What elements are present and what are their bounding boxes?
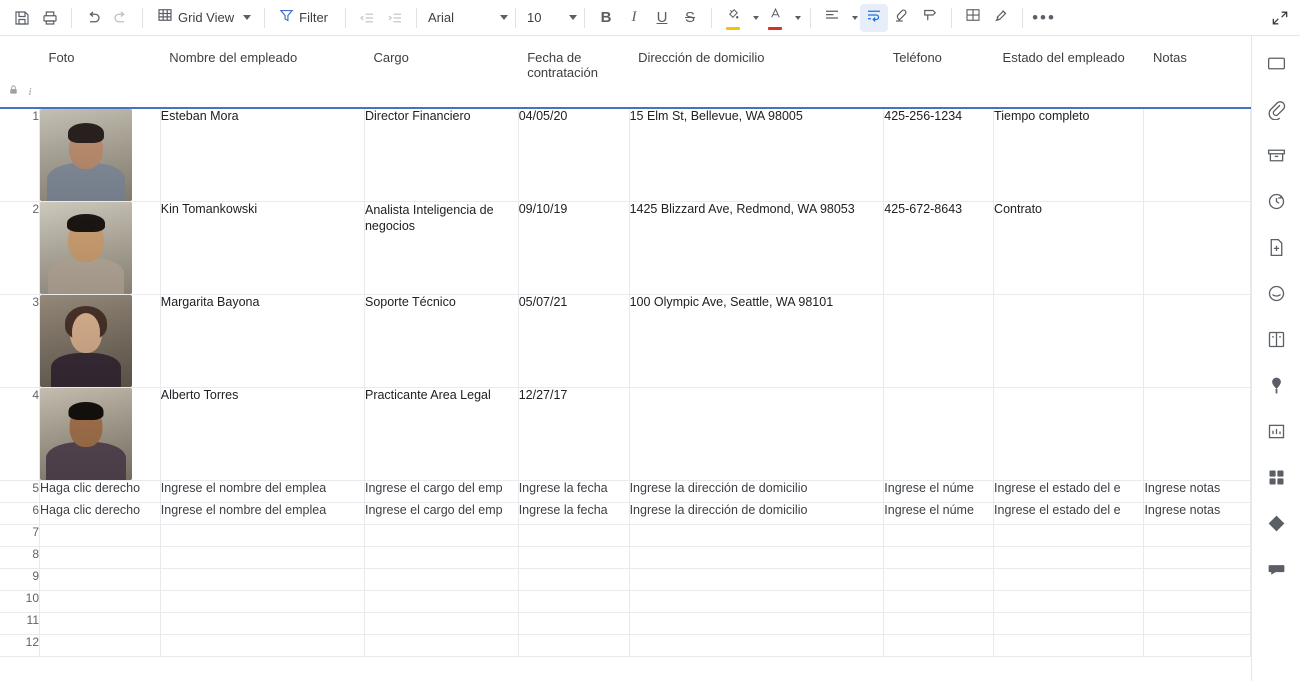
cell-foto[interactable] <box>40 388 161 481</box>
font-family-value: Arial <box>428 10 455 25</box>
cell-estado[interactable] <box>994 295 1144 388</box>
fill-color-icon <box>725 6 742 26</box>
apps-grid-icon[interactable] <box>1261 462 1291 492</box>
toolbar-divider <box>345 8 346 28</box>
attachment-icon[interactable] <box>1261 94 1291 124</box>
cell-notas[interactable] <box>1144 547 1251 569</box>
cell-notas[interactable] <box>1144 635 1251 657</box>
grid-view-label: Grid View <box>178 10 235 25</box>
collapse-toolbar-button[interactable] <box>1270 8 1292 30</box>
cell-fecha[interactable] <box>518 591 629 613</box>
chevron-down-icon <box>500 15 508 20</box>
clear-formatting-button[interactable] <box>888 4 916 32</box>
filter-icon <box>278 7 295 29</box>
row-number[interactable]: 8 <box>0 547 40 569</box>
cell-cargo[interactable] <box>364 591 518 613</box>
cell-estado-placeholder[interactable]: Ingrese el estado del e <box>994 503 1144 525</box>
cell-telefono[interactable]: 425-672-8643 <box>884 202 994 295</box>
column-header-nombre[interactable]: Nombre del empleado <box>160 36 364 84</box>
table-row[interactable] <box>0 591 1251 613</box>
cell-telefono[interactable] <box>884 525 994 547</box>
cell-estado[interactable] <box>994 569 1144 591</box>
strikethrough-button[interactable] <box>676 4 704 32</box>
cell-direccion-placeholder[interactable]: Ingrese la dirección de domicilio <box>629 481 884 503</box>
cell-estado[interactable] <box>994 547 1144 569</box>
cell-cargo[interactable]: Director Financiero <box>364 108 518 202</box>
cell-telefono[interactable] <box>884 635 994 657</box>
cell-direccion[interactable] <box>629 388 884 481</box>
text-color-button[interactable] <box>761 4 789 32</box>
diamond-icon[interactable] <box>1261 508 1291 538</box>
cell-telefono[interactable] <box>884 547 994 569</box>
cell-direccion[interactable] <box>629 635 884 657</box>
cell-foto[interactable] <box>40 525 161 547</box>
cell-notas[interactable] <box>1144 108 1251 202</box>
cell-foto[interactable] <box>40 569 161 591</box>
cell-estado[interactable] <box>994 525 1144 547</box>
cell-notas[interactable] <box>1144 388 1251 481</box>
underline-label: U <box>656 9 668 26</box>
toolbar-divider <box>1022 8 1023 28</box>
cell-cargo[interactable] <box>364 635 518 657</box>
cell-fecha[interactable]: 05/07/21 <box>518 295 629 388</box>
format-painter-icon <box>921 6 939 29</box>
column-header-notas[interactable]: Notas <box>1144 36 1251 84</box>
toolbar-divider <box>515 8 516 28</box>
cell-notas[interactable] <box>1144 591 1251 613</box>
cell-estado[interactable] <box>994 635 1144 657</box>
row-number[interactable]: 9 <box>0 569 40 591</box>
icon-strip <box>0 84 40 99</box>
row-number[interactable]: 5 <box>0 481 40 503</box>
file-add-icon[interactable] <box>1261 232 1291 262</box>
table-row[interactable] <box>0 295 1251 388</box>
row-number[interactable]: 6 <box>0 503 40 525</box>
right-sidebar <box>1251 36 1300 681</box>
cell-telefono[interactable] <box>884 388 994 481</box>
borders-button[interactable] <box>959 4 987 32</box>
grid-view-selector[interactable] <box>150 4 257 32</box>
filter-label: Filter <box>299 10 329 25</box>
cell-telefono[interactable] <box>884 295 994 388</box>
row-number[interactable]: 7 <box>0 525 40 547</box>
cell-estado[interactable]: Tiempo completo <box>994 108 1144 202</box>
cell-cargo[interactable] <box>364 569 518 591</box>
cell-cargo-placeholder[interactable]: Ingrese el cargo del emp <box>364 481 518 503</box>
text-color-chip <box>768 27 782 30</box>
toolbar-divider <box>584 8 585 28</box>
toolbar-divider <box>951 8 952 28</box>
undo-icon[interactable] <box>79 4 107 32</box>
chat-bubble-icon[interactable] <box>1261 554 1291 584</box>
chevron-down-icon <box>243 15 251 20</box>
cell-foto[interactable] <box>40 295 161 388</box>
clear-formatting-icon <box>893 6 911 29</box>
highlighter-icon <box>992 6 1010 29</box>
toolbar-divider <box>264 8 265 28</box>
cell-fecha[interactable] <box>518 547 629 569</box>
text-wrap-button[interactable] <box>860 4 888 32</box>
cell-foto[interactable] <box>40 202 161 295</box>
row-number[interactable]: 2 <box>0 202 40 295</box>
align-left-icon <box>823 6 841 29</box>
row-number[interactable]: 1 <box>0 108 40 202</box>
more-options-icon: ••• <box>1032 7 1056 27</box>
table-row[interactable] <box>0 388 1251 481</box>
underline-button[interactable] <box>648 4 676 32</box>
cell-foto[interactable] <box>40 108 161 202</box>
strikethrough-label: S <box>685 9 696 26</box>
cell-notas-placeholder[interactable]: Ingrese notas <box>1144 481 1251 503</box>
cell-telefono-placeholder[interactable]: Ingrese el núme <box>884 503 994 525</box>
bold-label: B <box>600 9 612 26</box>
row-number[interactable]: 11 <box>0 613 40 635</box>
table-body <box>0 108 1251 657</box>
print-icon[interactable] <box>36 4 64 32</box>
cell-telefono[interactable] <box>884 569 994 591</box>
activity-icon[interactable] <box>1261 278 1291 308</box>
chevron-down-icon <box>852 16 858 20</box>
cell-notas[interactable] <box>1144 613 1251 635</box>
align-dropdown[interactable] <box>846 4 860 32</box>
cell-foto[interactable] <box>40 635 161 657</box>
lock-icon[interactable] <box>8 84 19 99</box>
font-family-select[interactable] <box>424 4 508 32</box>
chevron-down-icon <box>753 16 759 20</box>
cell-notas[interactable] <box>1144 295 1251 388</box>
toolbar <box>0 0 1300 36</box>
comment-panel-icon[interactable] <box>1261 48 1291 78</box>
cell-foto-placeholder[interactable]: Haga clic derecho <box>40 481 161 503</box>
cell-nombre[interactable] <box>160 635 364 657</box>
cell-nombre[interactable] <box>160 591 364 613</box>
cell-cargo[interactable] <box>364 525 518 547</box>
cell-notas[interactable] <box>1144 569 1251 591</box>
cell-fecha-placeholder[interactable]: Ingrese la fecha <box>518 481 629 503</box>
font-size-value: 10 <box>527 10 542 25</box>
cell-cargo[interactable]: Analista Inteligencia de negocios <box>364 202 518 295</box>
table-row[interactable] <box>0 635 1251 657</box>
italic-button[interactable] <box>620 4 648 32</box>
cell-foto-placeholder[interactable]: Haga clic derecho <box>40 503 161 525</box>
text-color-dropdown[interactable] <box>789 4 803 32</box>
indent-decrease-icon[interactable] <box>353 4 381 32</box>
cell-cargo[interactable] <box>364 613 518 635</box>
cell-direccion[interactable] <box>629 547 884 569</box>
cell-direccion[interactable] <box>629 613 884 635</box>
cell-fecha[interactable] <box>518 525 629 547</box>
table-row[interactable] <box>0 108 1251 202</box>
cell-telefono-placeholder[interactable]: Ingrese el núme <box>884 481 994 503</box>
toolbar-divider <box>711 8 712 28</box>
cell-nombre[interactable]: Esteban Mora <box>160 108 364 202</box>
cell-direccion[interactable]: 1425 Blizzard Ave, Redmond, WA 98053 <box>629 202 884 295</box>
icon-strip-spacer <box>0 84 40 108</box>
cell-foto[interactable] <box>40 613 161 635</box>
cell-nombre[interactable] <box>160 525 364 547</box>
info-icon[interactable]: i <box>28 85 32 98</box>
indent-increase-icon[interactable] <box>381 4 409 32</box>
italic-label: I <box>631 9 637 25</box>
employee-photo-1 <box>40 109 132 201</box>
format-painter-button[interactable] <box>916 4 944 32</box>
table-row[interactable] <box>0 569 1251 591</box>
row-number[interactable]: 3 <box>0 295 40 388</box>
cell-fecha[interactable]: 04/05/20 <box>518 108 629 202</box>
table-row[interactable] <box>0 503 1251 525</box>
toolbar-divider <box>142 8 143 28</box>
chevron-down-icon <box>795 16 801 20</box>
fill-color-button[interactable] <box>719 4 747 32</box>
toolbar-divider <box>810 8 811 28</box>
archive-icon[interactable] <box>1261 140 1291 170</box>
cell-fecha[interactable] <box>518 569 629 591</box>
cell-fecha[interactable]: 09/10/19 <box>518 202 629 295</box>
row-meta-icon-strip <box>0 84 1251 108</box>
cell-notas[interactable] <box>1144 525 1251 547</box>
cell-notas[interactable] <box>1144 202 1251 295</box>
cell-notas-placeholder[interactable]: Ingrese notas <box>1144 503 1251 525</box>
cell-nombre[interactable]: Margarita Bayona <box>160 295 364 388</box>
cell-estado[interactable] <box>994 388 1144 481</box>
column-header-telefono[interactable]: Teléfono <box>884 36 994 84</box>
cell-direccion[interactable]: 15 Elm St, Bellevue, WA 98005 <box>629 108 884 202</box>
table-row[interactable] <box>0 525 1251 547</box>
table-row[interactable] <box>0 613 1251 635</box>
cell-fecha[interactable] <box>518 635 629 657</box>
employee-photo-4 <box>40 388 132 480</box>
cell-cargo[interactable]: Soporte Técnico <box>364 295 518 388</box>
cell-cargo-placeholder[interactable]: Ingrese el cargo del emp <box>364 503 518 525</box>
employee-photo-2 <box>40 202 132 294</box>
table-header-row <box>0 36 1251 84</box>
cell-estado[interactable] <box>994 591 1144 613</box>
redo-icon[interactable] <box>107 4 135 32</box>
cell-cargo[interactable]: Practicante Area Legal <box>364 388 518 481</box>
cell-nombre-placeholder[interactable]: Ingrese el nombre del emplea <box>160 481 364 503</box>
cell-estado-placeholder[interactable]: Ingrese el estado del e <box>994 481 1144 503</box>
column-header-estado[interactable]: Estado del empleado <box>994 36 1144 84</box>
cell-nombre[interactable] <box>160 613 364 635</box>
cell-direccion[interactable] <box>629 525 884 547</box>
employee-table <box>0 36 1251 657</box>
toolbar-divider <box>71 8 72 28</box>
row-number[interactable]: 12 <box>0 635 40 657</box>
cell-direccion[interactable]: 100 Olympic Ave, Seattle, WA 98101 <box>629 295 884 388</box>
row-number-header <box>0 36 40 84</box>
align-button[interactable] <box>818 4 846 32</box>
cell-estado[interactable]: Contrato <box>994 202 1144 295</box>
chevron-down-icon <box>569 15 577 20</box>
cell-telefono[interactable] <box>884 613 994 635</box>
location-pin-icon[interactable] <box>1261 370 1291 400</box>
text-color-icon <box>767 6 784 26</box>
toolbar-divider <box>416 8 417 28</box>
cell-nombre[interactable]: Kin Tomankowski <box>160 202 364 295</box>
book-icon[interactable] <box>1261 324 1291 354</box>
save-icon[interactable] <box>8 4 36 32</box>
cell-cargo[interactable] <box>364 547 518 569</box>
table-row[interactable] <box>0 202 1251 295</box>
row-number[interactable]: 4 <box>0 388 40 481</box>
chart-bar-icon[interactable] <box>1261 416 1291 446</box>
cell-foto[interactable] <box>40 547 161 569</box>
column-header-fecha[interactable]: Fecha de contratación <box>518 36 629 84</box>
cell-nombre[interactable] <box>160 569 364 591</box>
bold-button[interactable] <box>592 4 620 32</box>
cell-direccion[interactable] <box>629 569 884 591</box>
grid-view-icon <box>156 6 174 29</box>
cell-nombre-placeholder[interactable]: Ingrese el nombre del emplea <box>160 503 364 525</box>
more-options-button[interactable] <box>1030 4 1058 32</box>
cell-fecha[interactable] <box>518 613 629 635</box>
cell-direccion[interactable] <box>629 591 884 613</box>
highlighter-button[interactable] <box>987 4 1015 32</box>
cell-telefono[interactable] <box>884 591 994 613</box>
table-row[interactable] <box>0 547 1251 569</box>
cell-telefono[interactable]: 425-256-1234 <box>884 108 994 202</box>
cell-foto[interactable] <box>40 591 161 613</box>
row-number[interactable]: 10 <box>0 591 40 613</box>
cell-direccion-placeholder[interactable]: Ingrese la dirección de domicilio <box>629 503 884 525</box>
text-wrap-icon <box>865 6 883 29</box>
column-header-foto[interactable]: Foto <box>40 36 161 84</box>
font-size-select[interactable] <box>523 4 577 32</box>
employee-photo-3 <box>40 295 132 387</box>
cell-fecha-placeholder[interactable]: Ingrese la fecha <box>518 503 629 525</box>
fill-color-dropdown[interactable] <box>747 4 761 32</box>
borders-icon <box>964 6 982 29</box>
cell-nombre[interactable]: Alberto Torres <box>160 388 364 481</box>
column-header-direccion[interactable]: Dirección de domicilio <box>629 36 884 84</box>
grid-area[interactable] <box>0 36 1251 681</box>
filter-button[interactable] <box>272 4 338 32</box>
cell-estado[interactable] <box>994 613 1144 635</box>
cell-nombre[interactable] <box>160 547 364 569</box>
column-header-cargo[interactable]: Cargo <box>364 36 518 84</box>
table-row[interactable] <box>0 481 1251 503</box>
cell-fecha[interactable]: 12/27/17 <box>518 388 629 481</box>
fill-color-chip <box>726 27 740 30</box>
refresh-history-icon[interactable] <box>1261 186 1291 216</box>
icon-strip-rest <box>40 84 1251 108</box>
